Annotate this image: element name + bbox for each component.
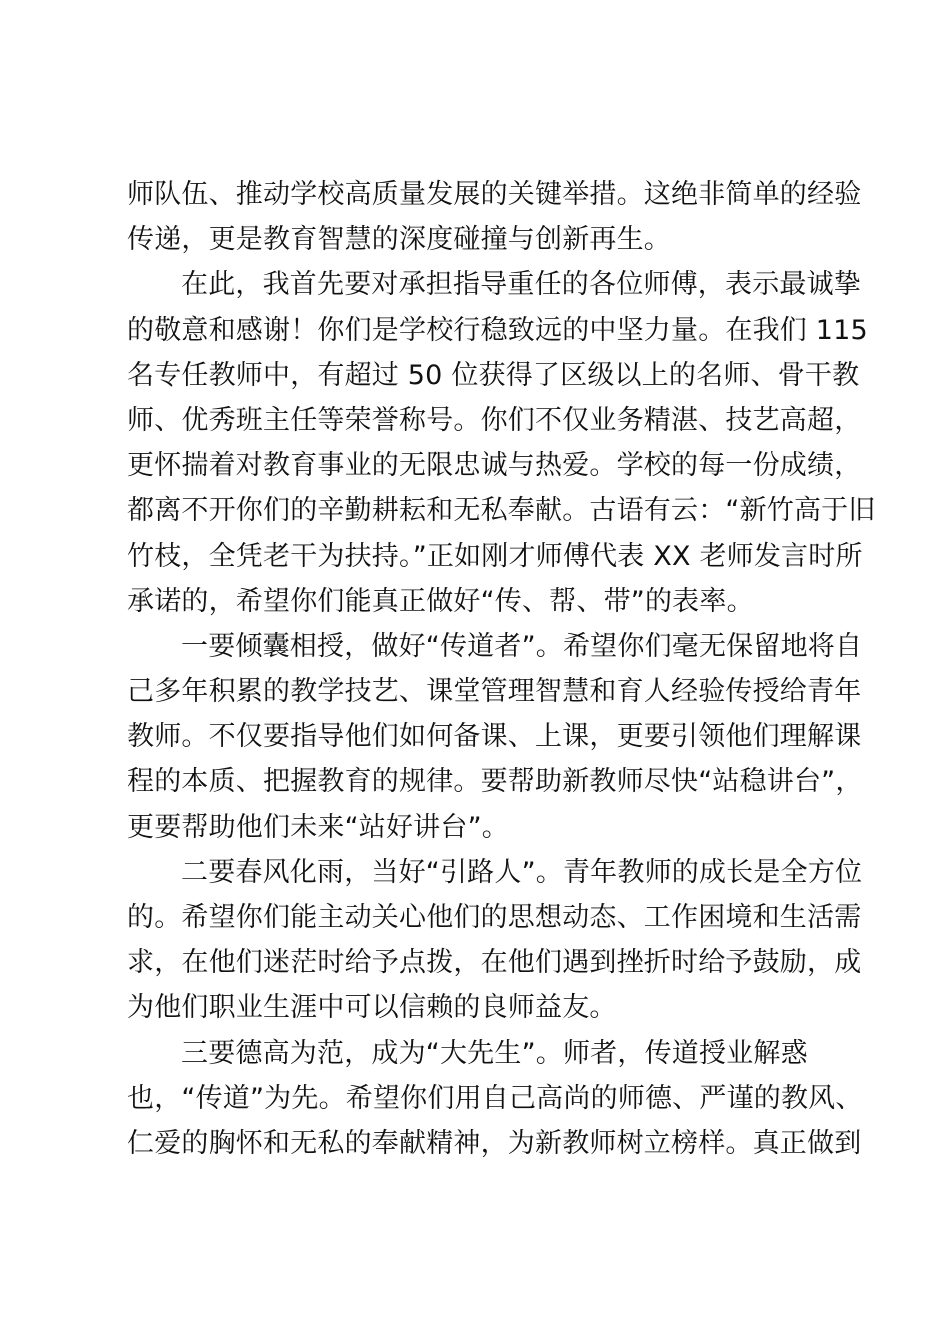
paragraph-start-line: 在此，我首先要对承担指导重任的各位师傅，表示最诚挚 — [181, 269, 861, 301]
text-line: 程的本质、把握教育的规律。要帮助新教师尽快“站稳讲台”， — [127, 766, 863, 798]
text-line: 名专任教师中，有超过 50 位获得了区级以上的名师、骨干教 — [127, 359, 860, 391]
text-line: 己多年积累的教学技艺、课堂管理智慧和育人经验传授给青年 — [127, 676, 862, 708]
text-line: 都离不开你们的辛勤耕耘和无私奉献。古语有云：“新竹高于旧 — [127, 495, 876, 527]
text-line: 竹枝，全凭老干为扶持。”正如刚才师傅代表 XX 老师发言时所 — [127, 540, 863, 572]
text-line: 求，在他们迷茫时给予点拨，在他们遇到挫折时给予鼓励，成 — [127, 947, 862, 979]
text-line: 为他们职业生涯中可以信赖的良师益友。 — [127, 992, 617, 1024]
text-line: 教师。不仅要指导他们如何备课、上课，更要引领他们理解课 — [127, 721, 862, 753]
paragraph-start-line: 一要倾囊相授，做好“传道者”。希望你们毫无保留地将自 — [181, 630, 863, 662]
body-text — [127, 172, 876, 1166]
text-line: 传递，更是教育智慧的深度碰撞与创新再生。 — [127, 224, 671, 256]
text-line: 师队伍、推动学校高质量发展的关键举措。这绝非简单的经验 — [127, 179, 862, 210]
text-line: 承诺的，希望你们能真正做好“传、帮、带”的表率。 — [127, 585, 754, 617]
text-line: 的。希望你们能主动关心他们的思想动态、工作困境和生活需 — [127, 902, 862, 933]
text-line: 也，“传道”为先。希望你们用自己高尚的师德、严谨的教风、 — [127, 1082, 863, 1114]
paragraph-start-line: 二要春风化雨，当好“引路人”。青年教师的成长是全方位 — [181, 856, 863, 888]
text-line: 师、优秀班主任等荣誉称号。你们不仅业务精湛、技艺高超， — [127, 404, 862, 436]
text-line: 仁爱的胸怀和无私的奉献精神，为新教师树立榜样。真正做到 — [127, 1127, 862, 1159]
text-line: 更怀揣着对教育事业的无限忠诚与热爱。学校的每一份成绩， — [127, 450, 862, 482]
text-line: 更要帮助他们未来“站好讲台”。 — [127, 811, 509, 843]
text-line: 的敬意和感谢！你们是学校行稳致远的中坚力量。在我们 115 — [127, 314, 868, 346]
paragraph-start-line: 三要德高为范，成为“大先生”。师者，传道授业解惑 — [181, 1037, 808, 1069]
